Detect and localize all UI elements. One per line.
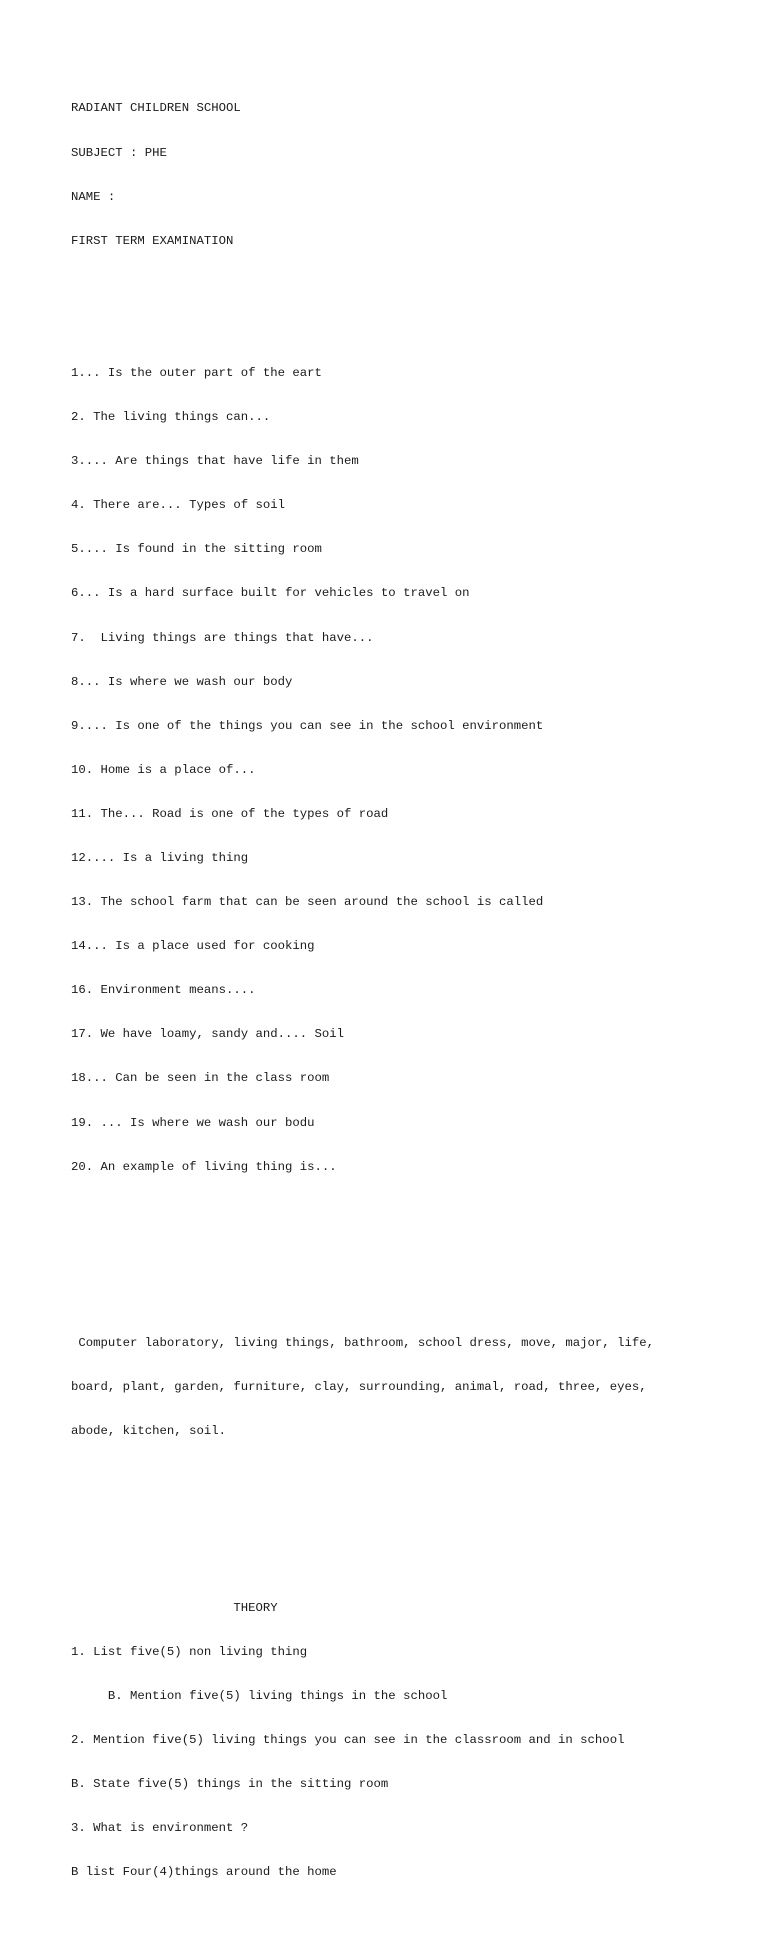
theory-heading: THEORY [71, 1600, 278, 1615]
question-item: 10. Home is a place of... [71, 762, 256, 777]
blank-line [71, 278, 711, 293]
name-line: NAME : [71, 189, 116, 204]
blank-line [71, 1248, 711, 1263]
theory-item: 2. Mention five(5) living things you can see in the classroom and in school [71, 1732, 625, 1747]
question-item: 8... Is where we wash our body [71, 674, 293, 689]
question-item: 17. We have loamy, sandy and.... Soil [71, 1027, 345, 1042]
question-item: 6... Is a hard surface built for vehicles to travel on [71, 586, 470, 601]
question-item: 20. An example of living thing is... [71, 1159, 337, 1174]
question-item: 5.... Is found in the sitting room [71, 542, 322, 557]
question-item: 2. The living things can... [71, 410, 271, 425]
word-bank-line: board, plant, garden, furniture, clay, surrounding, animal, road, three, eyes, [71, 1380, 647, 1395]
blank-line [71, 1512, 711, 1527]
question-item: 7. Living things are things that have... [71, 630, 374, 645]
question-item: 14... Is a place used for cooking [71, 939, 315, 954]
question-item: 18... Can be seen in the class room [71, 1071, 330, 1086]
theory-item: B list Four(4)things around the home [71, 1865, 337, 1880]
question-item: 9.... Is one of the things you can see in the school environment [71, 718, 544, 733]
question-item: 12.... Is a living thing [71, 851, 249, 866]
theory-item: 3. What is environment ? [71, 1821, 249, 1836]
theory-section [71, 1571, 711, 1909]
question-item: 13. The school farm that can be seen around the school is called [71, 895, 544, 910]
exam-title: FIRST TERM EXAMINATION [71, 233, 234, 248]
word-bank-line: abode, kitchen, soil. [71, 1424, 226, 1439]
question-item: 19. ... Is where we wash our bodu [71, 1115, 315, 1130]
question-item: 4. There are... Types of soil [71, 498, 286, 513]
question-item: 3.... Are things that have life in them [71, 454, 359, 469]
subject-line: SUBJECT : PHE [71, 145, 167, 160]
question-item: 11. The... Road is one of the types of road [71, 806, 389, 821]
question-item: 1... Is the outer part of the eart [71, 365, 322, 380]
objective-questions [71, 337, 711, 1204]
word-bank [71, 1307, 711, 1469]
exam-text [71, 72, 711, 1939]
school-name: RADIANT CHILDREN SCHOOL [71, 101, 241, 116]
theory-item: 1. List five(5) non living thing [71, 1644, 308, 1659]
question-item: 16. Environment means.... [71, 983, 256, 998]
theory-item: B. State five(5) things in the sitting room [71, 1777, 389, 1792]
word-bank-line: Computer laboratory, living things, bathroom, school dress, move, major, life, [71, 1336, 654, 1351]
theory-item: B. Mention five(5) living things in the school [71, 1688, 448, 1703]
